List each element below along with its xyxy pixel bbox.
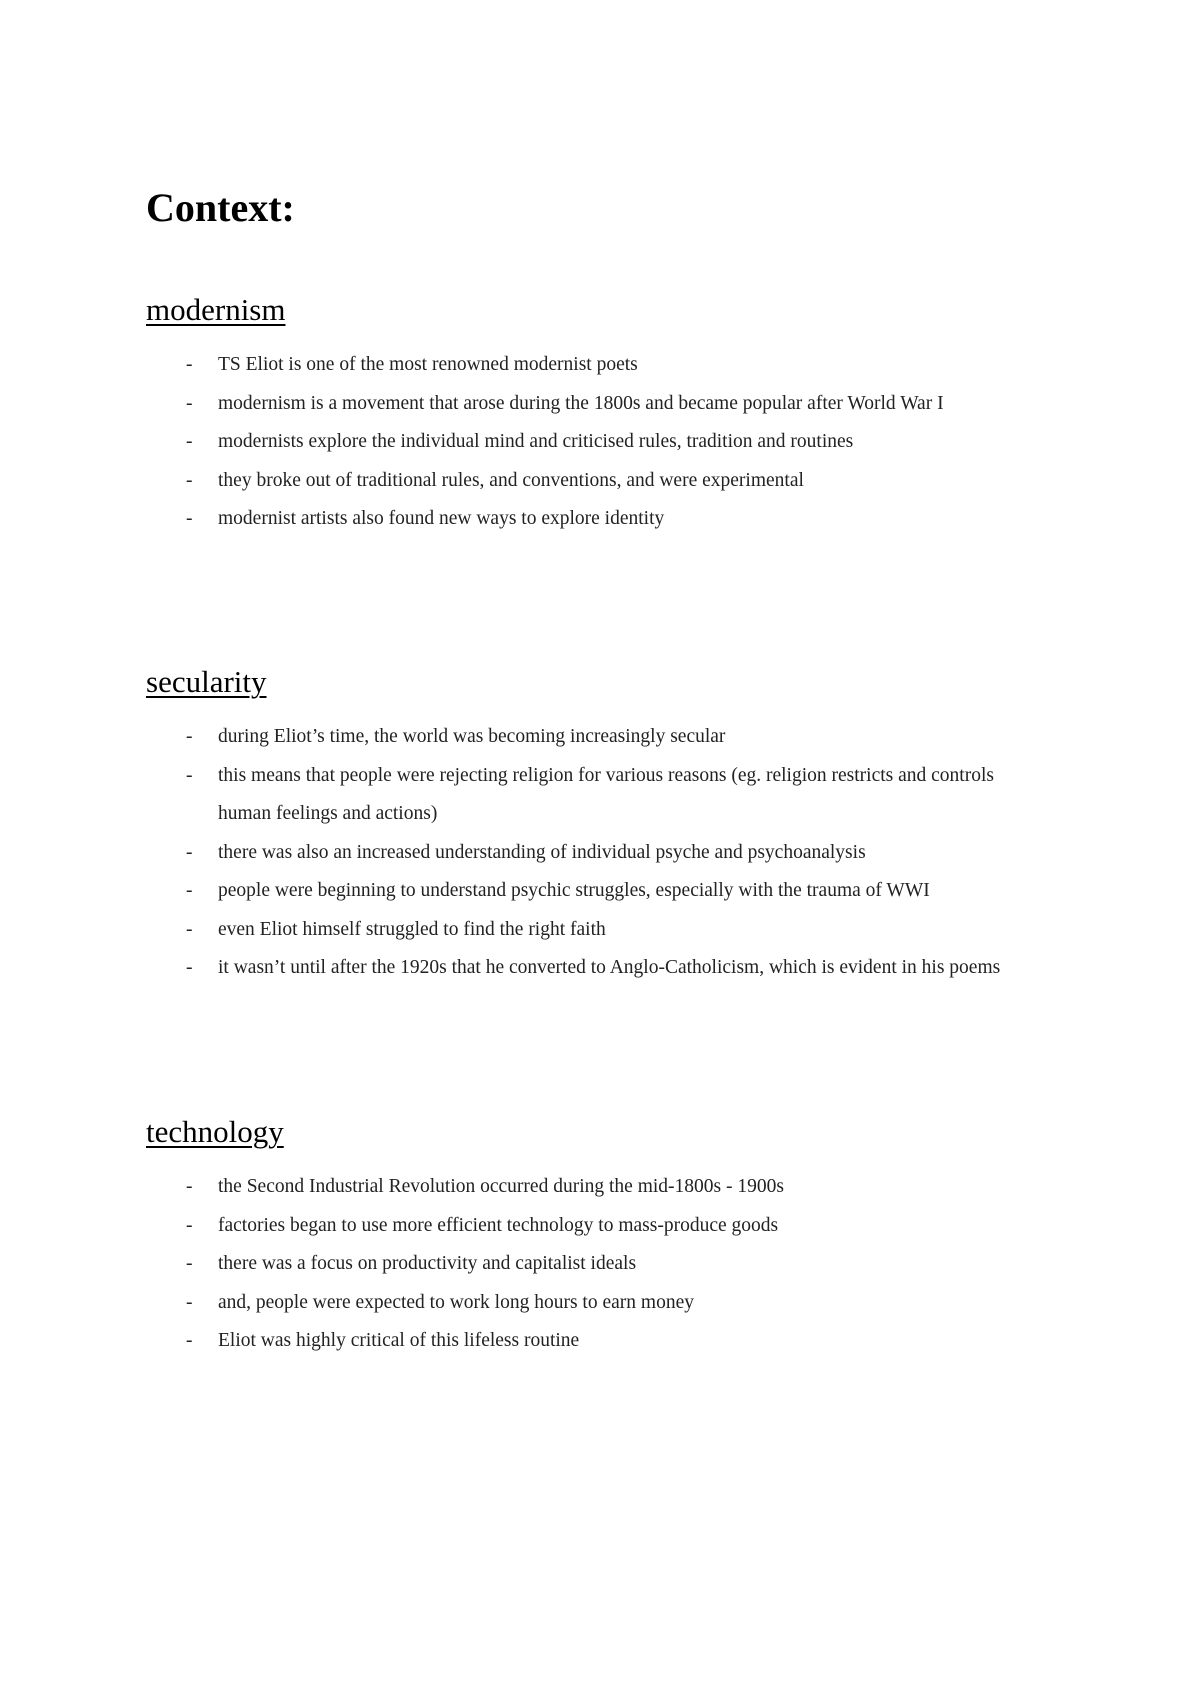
section-technology xyxy=(146,1112,1046,1361)
bullet-dash: - xyxy=(186,392,193,414)
list-item xyxy=(146,872,1046,911)
list-item xyxy=(146,1245,1046,1284)
list-item-text: people were beginning to understand psychic struggles, especially with the trauma of WWI xyxy=(218,880,930,901)
bullet-dash: - xyxy=(186,1330,193,1351)
list-item xyxy=(146,385,1046,424)
list-item-text: they broke out of traditional rules, and conventions, and were experimental xyxy=(218,469,804,491)
list-item-text: the Second Industrial Revolution occurred during the mid-1800s - 1900s xyxy=(218,1176,784,1197)
list-item xyxy=(146,718,1046,757)
list-item xyxy=(146,1284,1046,1323)
list-item-text: it wasn’t until after the 1920s that he converted to Anglo-Catholicism, which is evident in his poems xyxy=(218,957,1001,978)
bullet-dash: - xyxy=(186,354,193,375)
bullet-dash: - xyxy=(186,431,193,452)
list-item-text: Eliot was highly critical of this lifeless routine xyxy=(218,1330,580,1351)
bullet-dash: - xyxy=(186,508,193,529)
bullet-dash: - xyxy=(186,841,193,863)
list-item-text: this means that people were rejecting religion for various reasons (eg. religion restricts and controls human feelings and actions) xyxy=(218,764,994,824)
list-item-text: modernists explore the individual mind and criticised rules, tradition and routines xyxy=(218,431,854,452)
list-item xyxy=(146,462,1046,501)
section-modernism xyxy=(146,290,1046,539)
list-item xyxy=(146,423,1046,462)
list-item xyxy=(146,757,1046,834)
list-item xyxy=(146,1207,1046,1246)
list-item xyxy=(146,949,1046,988)
list-item-text: modernist artists also found new ways to explore identity xyxy=(218,508,665,529)
bullet-dash: - xyxy=(186,918,193,940)
list-item xyxy=(146,911,1046,950)
bullet-dash: - xyxy=(186,1176,193,1197)
bullet-dash: - xyxy=(186,1291,193,1313)
list-item-text: there was a focus on productivity and capitalist ideals xyxy=(218,1253,637,1274)
list-item-text: modernism is a movement that arose during the 1800s and became popular after World War I xyxy=(218,392,944,414)
list-item-text: even Eliot himself struggled to find the right faith xyxy=(218,918,606,940)
list-item xyxy=(146,500,1046,539)
bullet-list xyxy=(146,1168,1046,1361)
list-item-text: during Eliot’s time, the world was becoming increasingly secular xyxy=(218,726,726,747)
section-heading: technology xyxy=(146,1114,284,1149)
list-item xyxy=(146,834,1046,873)
bullet-dash: - xyxy=(186,957,193,978)
section-heading: secularity xyxy=(146,664,267,699)
list-item-text: factories began to use more efficient technology to mass-produce goods xyxy=(218,1214,779,1236)
section-heading: modernism xyxy=(146,292,286,327)
list-item-text: there was also an increased understanding of individual psyche and psychoanalysis xyxy=(218,841,866,863)
bullet-list xyxy=(146,346,1046,539)
list-item-text: TS Eliot is one of the most renowned modernist poets xyxy=(218,354,638,375)
bullet-dash: - xyxy=(186,726,193,747)
list-item xyxy=(146,346,1046,385)
bullet-dash: - xyxy=(186,469,193,491)
bullet-dash: - xyxy=(186,880,193,901)
bullet-dash: - xyxy=(186,1214,193,1236)
bullet-dash: - xyxy=(186,764,193,786)
section-secularity xyxy=(146,662,1046,988)
list-item xyxy=(146,1322,1046,1361)
bullet-dash: - xyxy=(186,1253,193,1274)
page-title: Context: xyxy=(146,185,295,230)
list-item xyxy=(146,1168,1046,1207)
bullet-list xyxy=(146,718,1046,988)
list-item-text: and, people were expected to work long hours to earn money xyxy=(218,1291,694,1313)
